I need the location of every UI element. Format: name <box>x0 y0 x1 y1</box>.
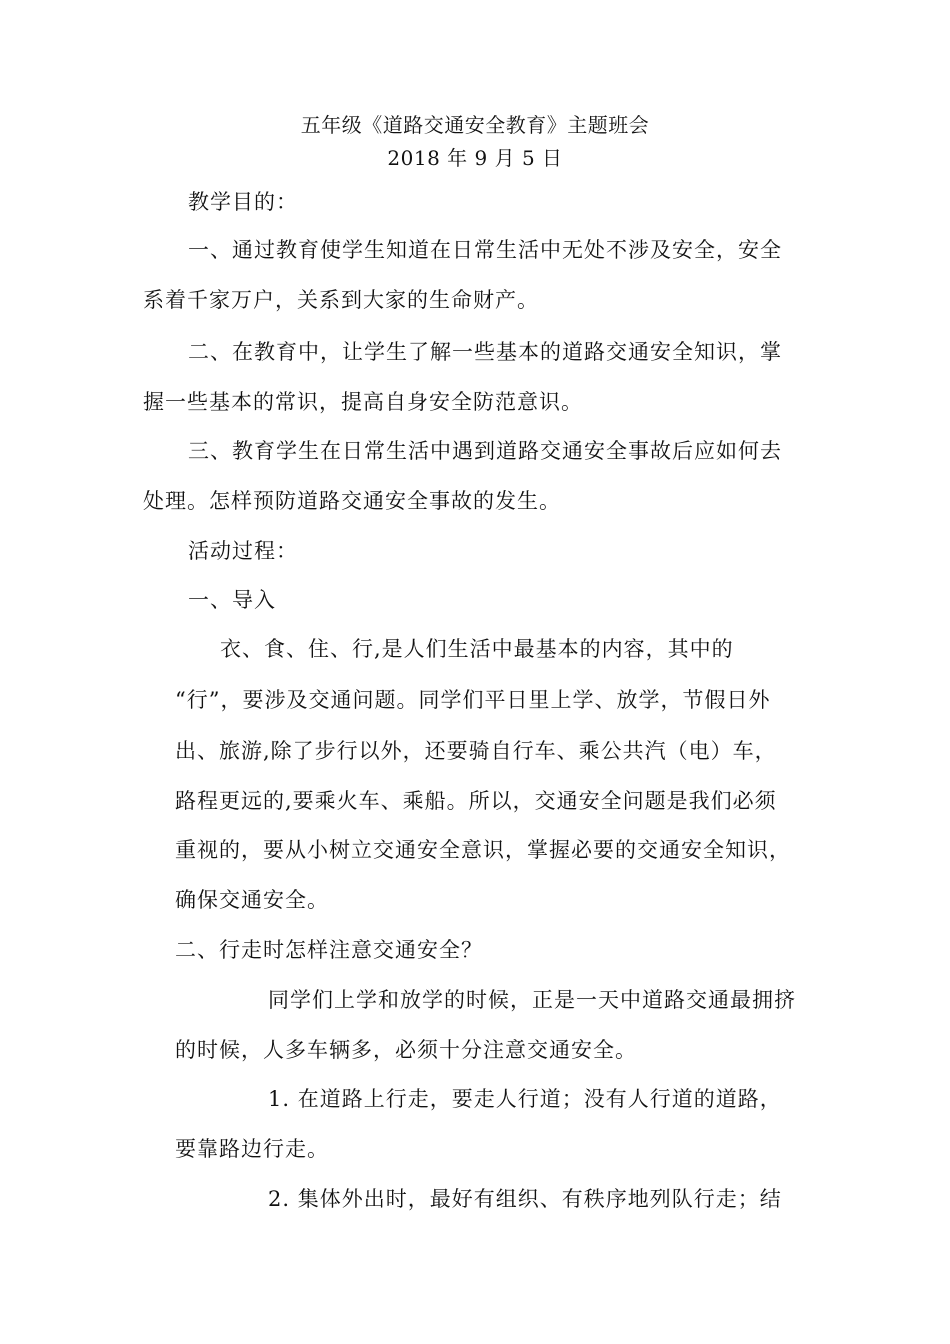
section-heading-walking: 二、行走时怎样注意交通安全？ <box>175 938 483 962</box>
paragraph-line: 出、旅游,除了步行以外，还要骑自行车、乘公共汽（电）车， <box>175 739 777 763</box>
document-date: 2018 年 9 月 5 日 <box>387 146 563 170</box>
section-heading-intro: 一、导入 <box>188 588 276 612</box>
paragraph-line: 的时候，人多车辆多，必须十分注意交通安全。 <box>175 1038 637 1062</box>
paragraph-line: 确保交通安全。 <box>175 888 329 912</box>
paragraph-line: 衣、食、住、行,是人们生活中最基本的内容，其中的 <box>220 637 734 661</box>
paragraph-line: 同学们上学和放学的时候，正是一天中道路交通最拥挤 <box>268 988 796 1012</box>
paragraph-line: 二、在教育中，让学生了解一些基本的道路交通安全知识，掌 <box>188 340 782 364</box>
paragraph-line: 系着千家万户，关系到大家的生命财产。 <box>143 288 539 312</box>
paragraph-line: 路程更远的,要乘火车、乘船。所以，交通安全问题是我们必须 <box>175 789 777 813</box>
paragraph-line: 处理。怎样预防道路交通安全事故的发生。 <box>143 489 561 513</box>
paragraph-line: 一、通过教育使学生知道在日常生活中无处不涉及安全，安全 <box>188 238 782 262</box>
paragraph-line: 握一些基本的常识，提高自身安全防范意识。 <box>143 390 583 414</box>
paragraph-line: “行”，要涉及交通问题。同学们平日里上学、放学，节假日外 <box>175 688 771 712</box>
list-item-line: 2. 集体外出时，最好有组织、有秩序地列队行走；结 <box>268 1187 782 1211</box>
paragraph-line: 三、教育学生在日常生活中遇到道路交通安全事故后应如何去 <box>188 439 782 463</box>
section-heading-objectives: 教学目的： <box>188 190 298 214</box>
document-title: 五年级《道路交通安全教育》主题班会 <box>300 113 650 137</box>
list-item-line: 1. 在道路上行走，要走人行道；没有人行道的道路， <box>268 1087 782 1111</box>
paragraph-line: 重视的，要从小树立交通安全意识，掌握必要的交通安全知识， <box>175 838 791 862</box>
list-item-line: 要靠路边行走。 <box>175 1137 329 1161</box>
section-heading-process: 活动过程： <box>188 539 298 563</box>
